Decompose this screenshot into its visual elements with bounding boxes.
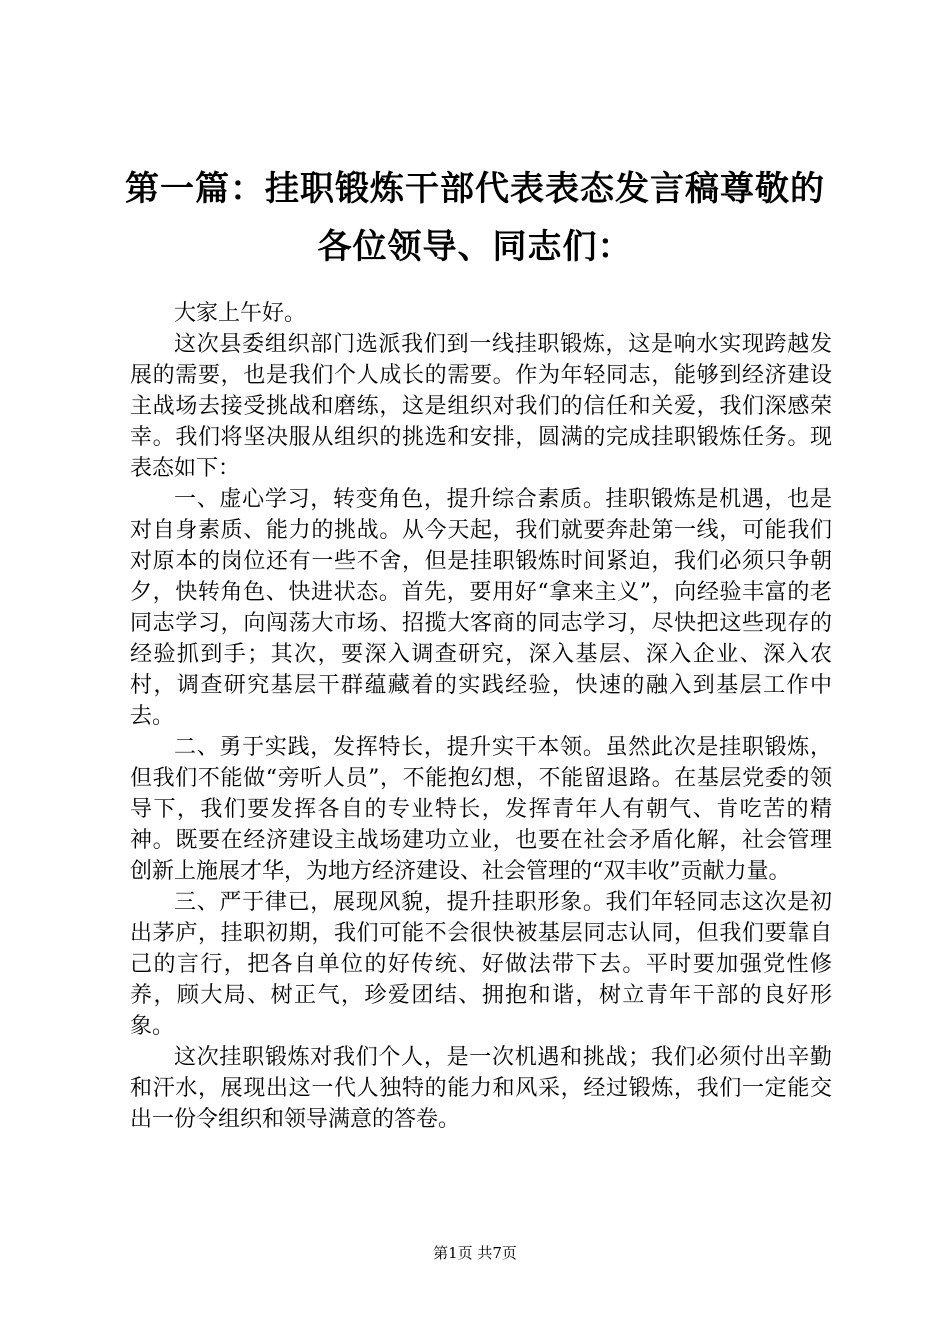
paragraph-greeting: 大家上午好。 [174, 301, 307, 326]
paragraph-conclusion: 这次挂职锻炼对我们个人，是一次机遇和挑战；我们必须付出辛勤和汗水，展现出这一代人独特的能力和风采，经过锻炼，我们一定能交出一份令组织和领导满意的答卷。 [130, 1045, 832, 1132]
paragraph-point-one: 一、虚心学习，转变角色，提升综合素质。挂职锻炼是机遇，也是对自身素质、能力的挑战。从今天起，我们就要奔赴第一线，可能我们对原本的岗位还有一些不舍，但是挂职锻炼时间紧迫，我们必须只争朝夕，快转角色、快进状态。首先，要用好“拿来主义”，向经验丰富的老同志学习，向闯荡大市场、招揽大客商的同志学习，尽快把这些现存的经验抓到手；其次，要深入调查研究，深入基层、深入企业、深入农村，调查研究基层干群蕴藏着的实践经验，快速的融入到基层工作中去。 [130, 487, 832, 729]
document-title: 第一篇：挂职锻炼干部代表表态发言稿尊敬的各位领导、同志们： [125, 169, 825, 267]
paragraph-point-three: 三、严于律已，展现风貌，提升挂职形象。我们年轻同志这次是初出茅庐，挂职初期，我们可能不会很快被基层同志认同，但我们要靠自己的言行，把各自单位的好传统、好做法带下去。平时要加强党性修养，顾大局、树正气，珍爱团结、拥抱和谐，树立青年干部的良好形象。 [130, 890, 832, 1039]
page-number-footer: 第1页 共7页 [433, 1244, 517, 1262]
paragraph-intro: 这次县委组织部门选派我们到一线挂职锻炼，这是响水实现跨越发展的需要，也是我们个人成长的需要。作为年轻同志，能够到经济建设主战场去接受挑战和磨练，这是组织对我们的信任和关爱，我们深感荣幸。我们将坚决服从组织的挑选和安排，圆满的完成挂职锻炼任务。现表态如下： [130, 332, 832, 481]
paragraph-point-two: 二、勇于实践，发挥特长，提升实干本领。虽然此次是挂职锻炼，但我们不能做“旁听人员”，不能抱幻想，不能留退路。在基层党委的领导下，我们要发挥各自的专业特长，发挥青年人有朝气、肯吃苦的精神。既要在经济建设主战场建功立业，也要在社会矛盾化解，社会管理创新上施展才华，为地方经济建设、社会管理的“双丰收”贡献力量。 [130, 735, 832, 884]
document-body [130, 298, 832, 1135]
